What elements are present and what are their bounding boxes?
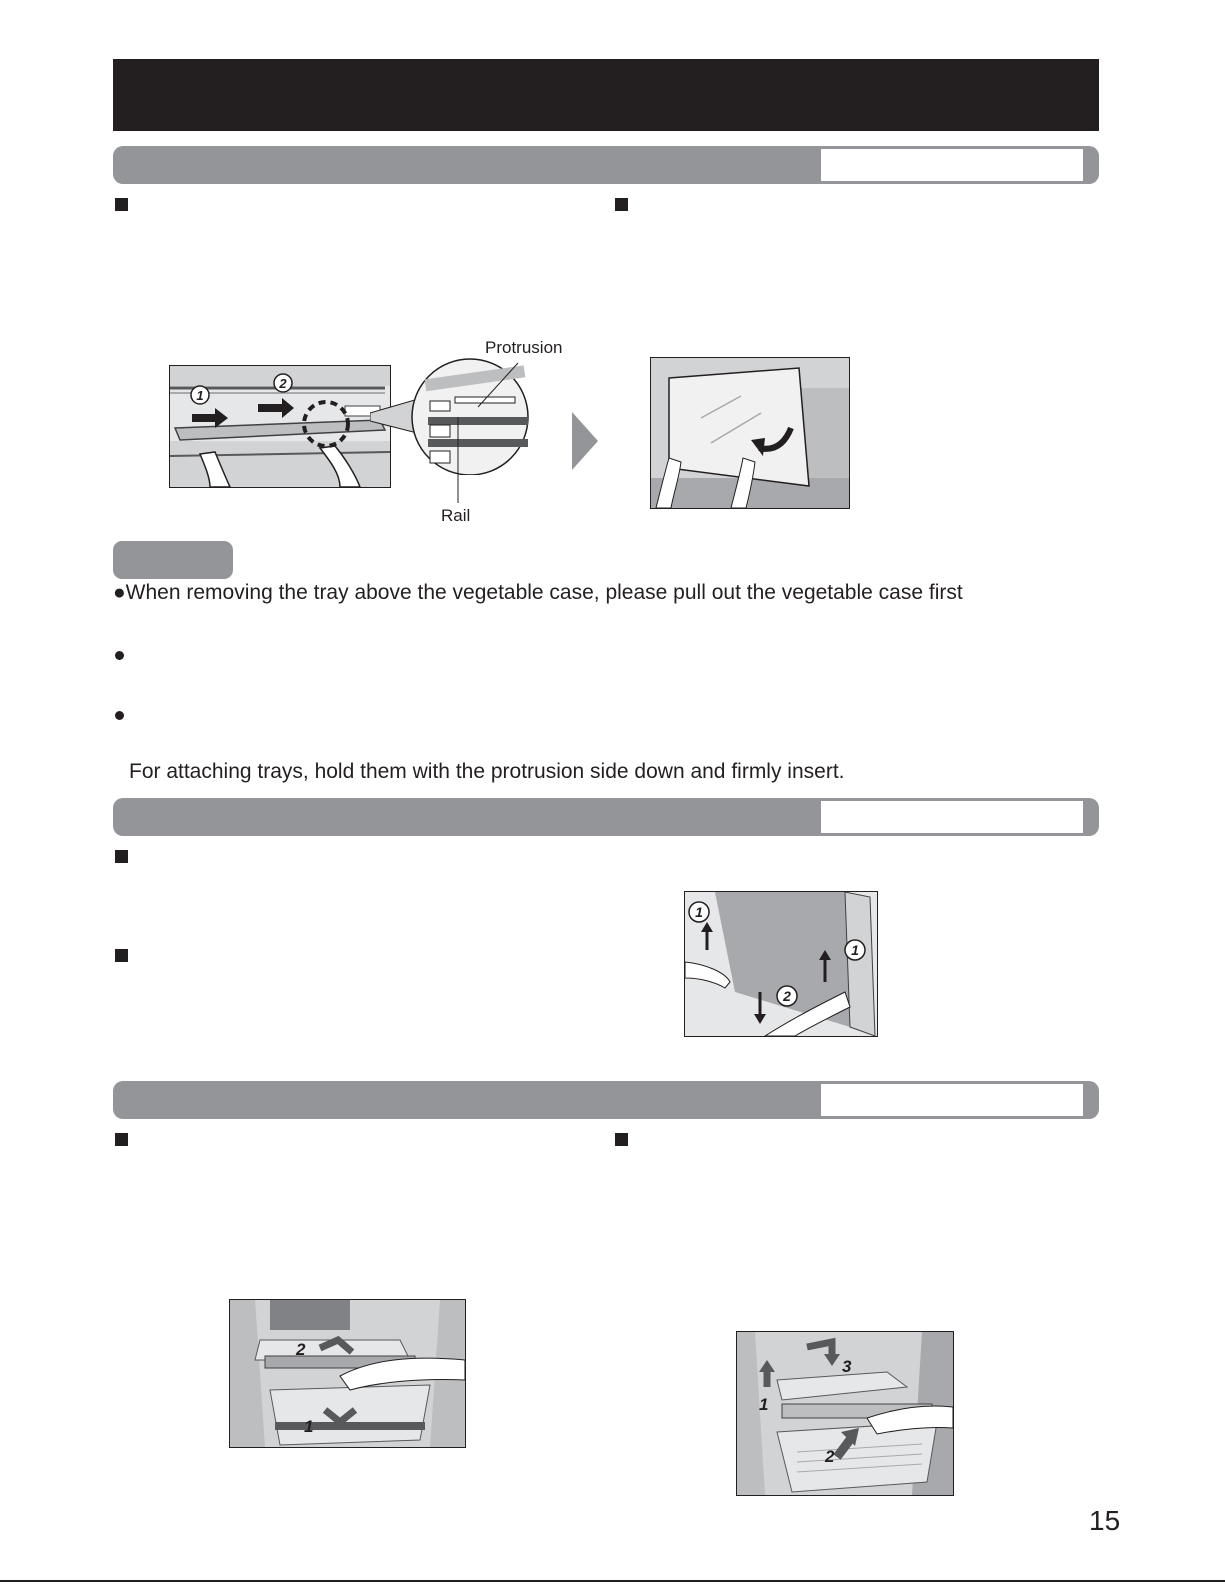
step-1-label: 1 <box>304 1417 314 1436</box>
bullet-square <box>115 949 128 962</box>
step-2-label: 2 <box>279 376 287 391</box>
step-1-label: 1 <box>759 1395 769 1414</box>
step-2-label: 2 <box>783 988 791 1004</box>
bullet-square <box>615 198 628 211</box>
note-bullet-2 <box>115 651 124 660</box>
note-label-pill <box>113 541 233 579</box>
bullet-square <box>615 1133 628 1146</box>
note-line-4: For attaching trays, hold them with the protrusion side down and firmly insert. <box>129 760 845 783</box>
step-1a-label: 1 <box>695 904 703 920</box>
tray-tilt-illustration <box>650 357 850 509</box>
step-3-label: 3 <box>842 1357 852 1376</box>
step-2-label: 2 <box>825 1447 835 1466</box>
step-1b-label: 1 <box>851 942 859 958</box>
vegetable-case-lower-illustration <box>229 1299 466 1448</box>
leader-lines <box>450 355 530 505</box>
note-bullet-3 <box>115 711 124 720</box>
step-2-label: 2 <box>296 1340 306 1359</box>
bullet-square <box>115 850 128 863</box>
page-number: 15 <box>1089 1505 1121 1536</box>
bullet-square <box>115 198 128 211</box>
vegetable-case-upper-illustration <box>736 1331 954 1496</box>
door-pocket-illustration <box>684 891 878 1037</box>
section-header-2-tag <box>821 801 1083 833</box>
note-line-1: ●When removing the tray above the vegetable case, please pull out the vegetable case first <box>113 581 963 604</box>
next-step-arrow-icon <box>572 412 598 470</box>
rail-label: Rail <box>441 506 471 525</box>
tray-removal-illustration <box>169 365 391 488</box>
protrusion-label: Protrusion <box>485 338 563 357</box>
section-header-3 <box>113 1081 1099 1119</box>
page-title-bar <box>113 59 1099 131</box>
section-header-1-tag <box>821 149 1083 181</box>
section-header-3-tag <box>821 1084 1083 1116</box>
bullet-square <box>115 1133 128 1146</box>
section-header-1 <box>113 146 1099 184</box>
bottom-rule <box>0 1580 1225 1582</box>
step-1-label: 1 <box>196 388 204 403</box>
section-header-2 <box>113 798 1099 836</box>
